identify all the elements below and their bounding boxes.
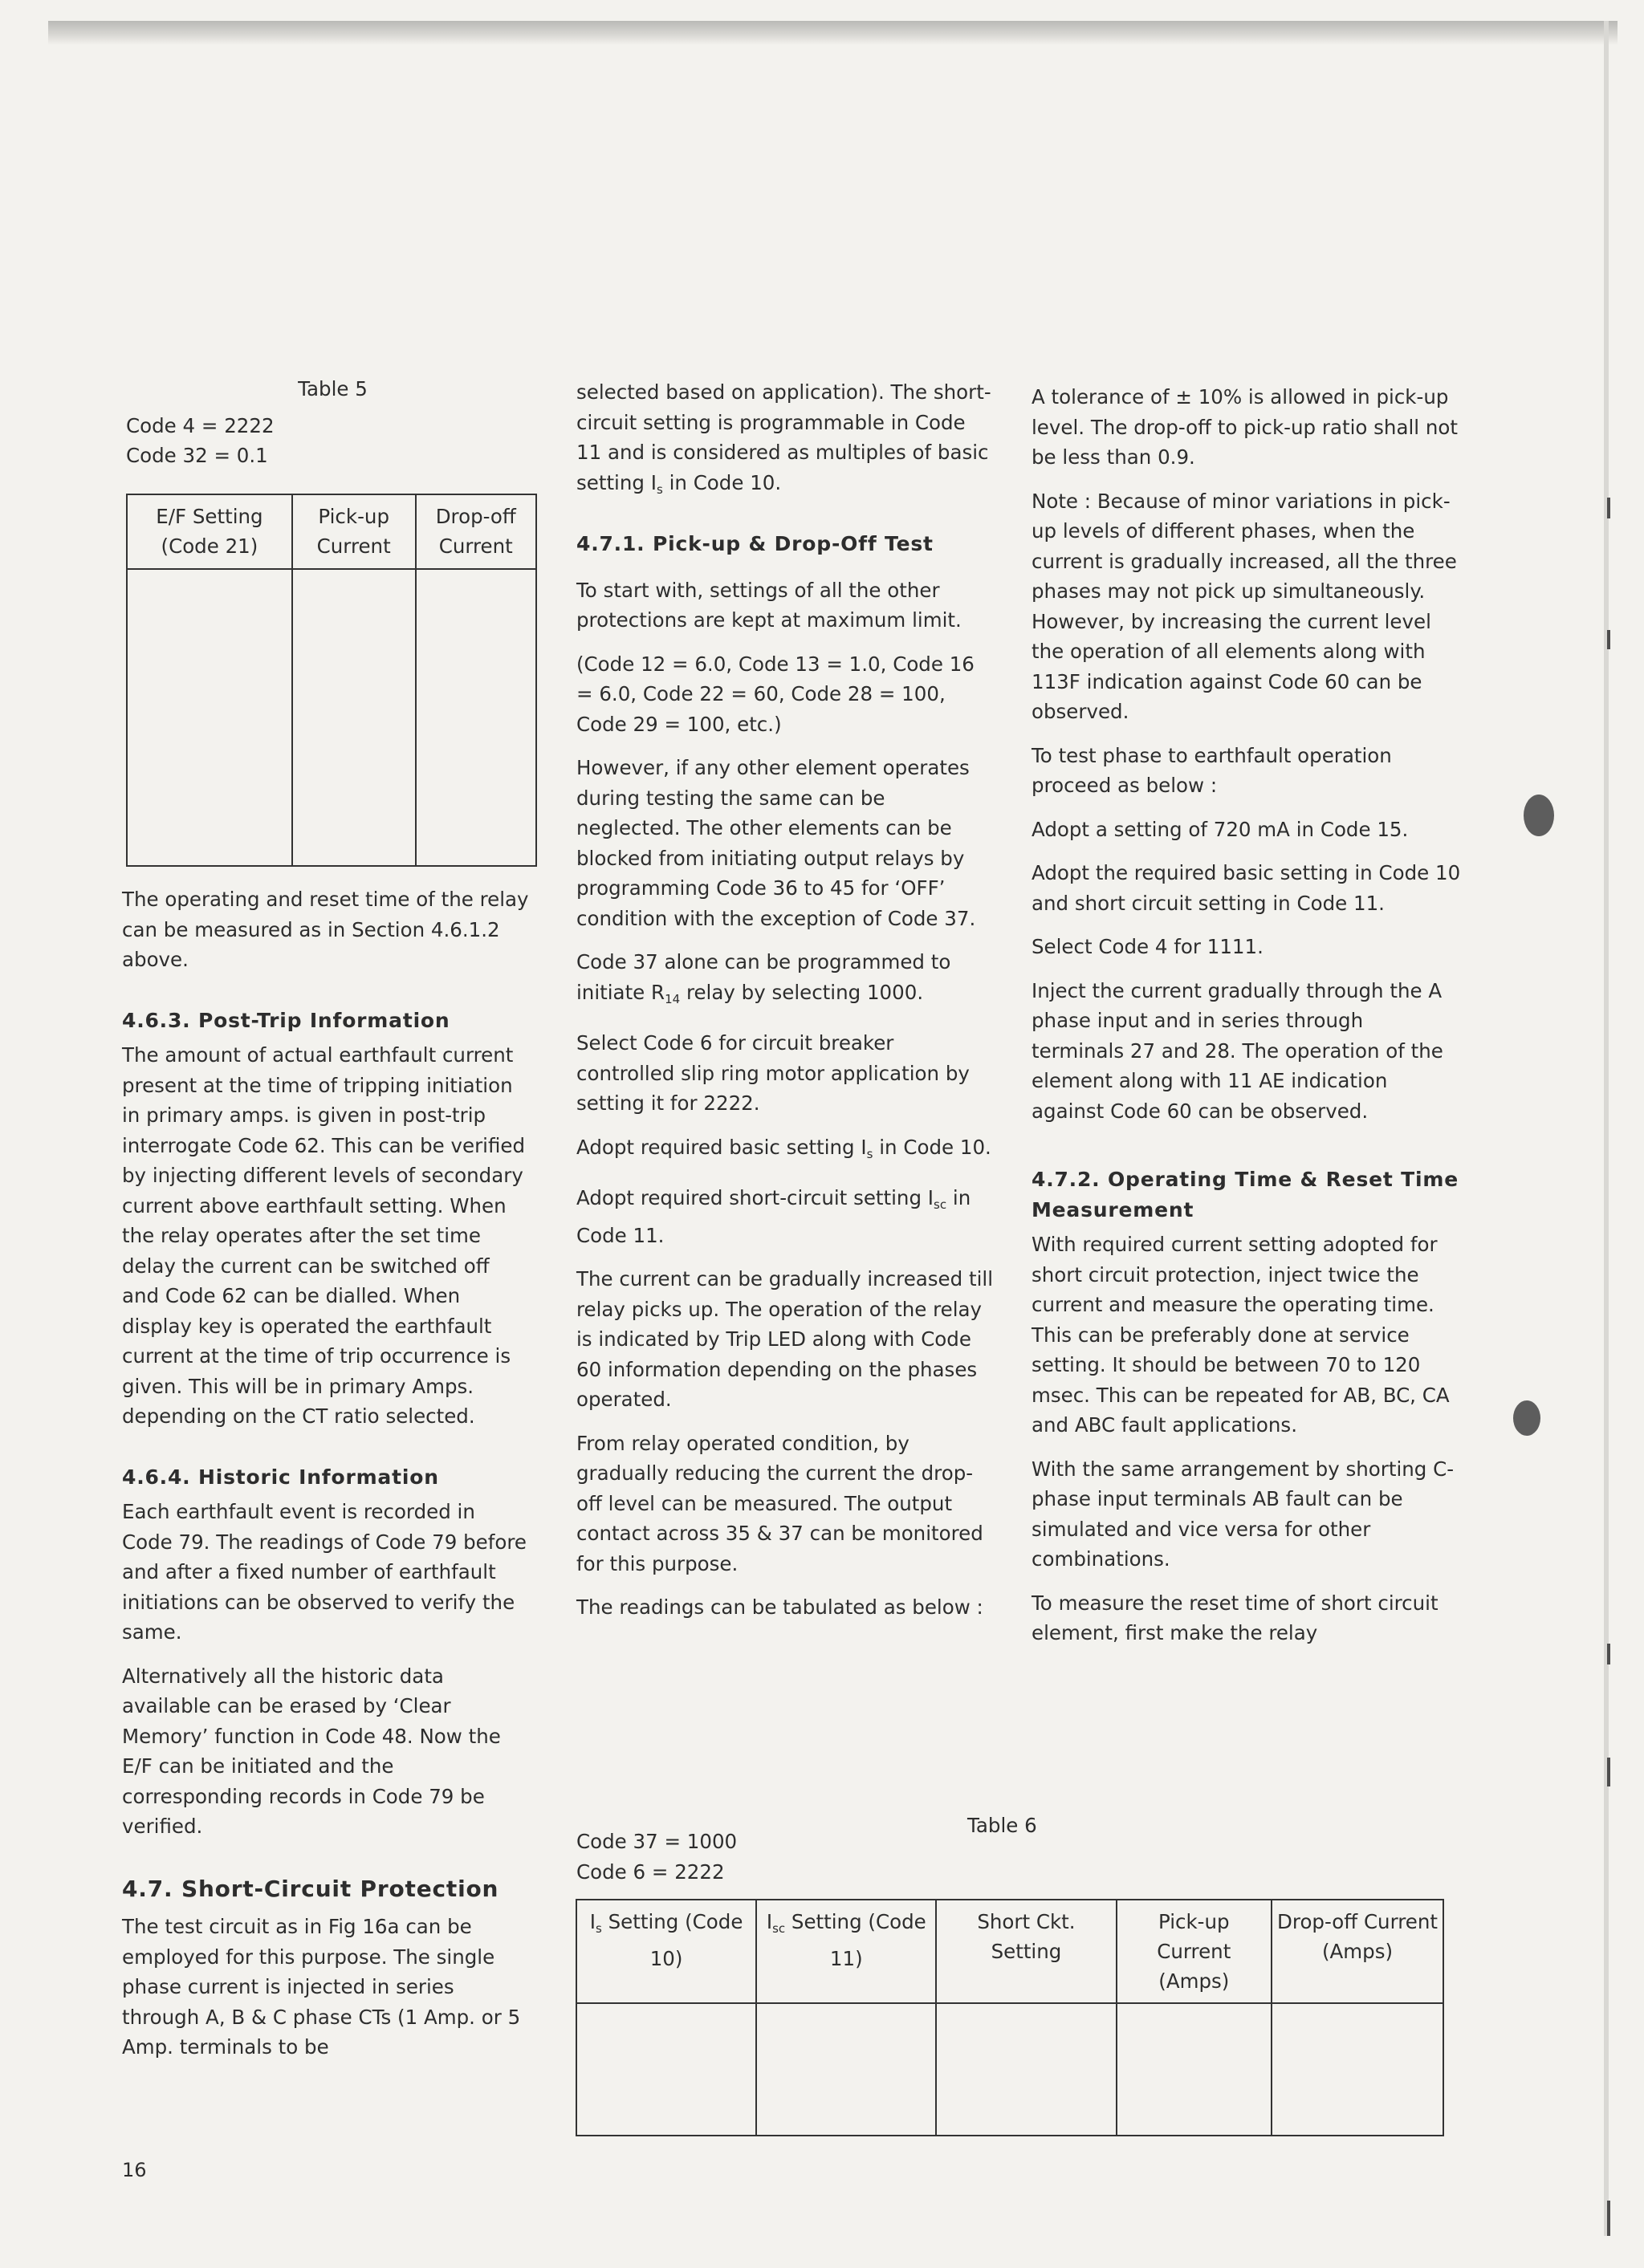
table-cell: [1117, 2003, 1272, 2136]
subscript: sc: [772, 1921, 786, 1936]
paragraph: (Code 12 = 6.0, Code 13 = 1.0, Code 16 = 6.0, Code 22 = 60, Code 28 = 100, Code 29 = 100, etc.): [576, 652, 975, 736]
table-cell: [292, 569, 416, 866]
table-cell: [416, 569, 537, 866]
table6: [576, 1899, 1444, 2136]
paragraph: [576, 377, 994, 505]
paragraph: However, if any other element operates during testing the same can be neglected. The other elements can be blocked from initiating output relays by programming Code 36 to 45 for ‘OFF’ condition with the exception of Code 37.: [576, 756, 976, 930]
paragraph: The amount of actual earthfault current present at the time of tripping initiation in primary amps. is given in post-trip interrogate Code 62. This can be verified by injecting different levels of secondary current above earthfault setting. When the relay operates after the set time delay the current can be switched off and Code 62 can be dialled. When display key is operated the earthfault current at the time of trip occurrence is given. This will be in primary Amps. depending on the CT ratio selected.: [122, 1043, 526, 1428]
section-heading: 4.7.1. Pick-up & Drop-Off Test: [576, 532, 934, 555]
text-run: in Code 11.: [576, 1186, 971, 1247]
paragraph: With the same arrangement by shorting C-phase input terminals AB fault can be simulated and vice versa for other combinations.: [1032, 1457, 1455, 1571]
middle-column: [576, 377, 994, 1623]
right-column: [1032, 382, 1461, 1648]
table-cell: [127, 569, 292, 866]
scan-edge-right: [1604, 21, 1609, 2236]
table-header-cell: Short Ckt. Setting: [936, 1900, 1116, 2003]
table5-setting: Code 32 = 0.1: [126, 444, 268, 467]
paragraph: Select Code 6 for circuit breaker controlled slip ring motor application by setting it for 2222.: [576, 1031, 970, 1115]
table-cell: [1272, 2003, 1443, 2136]
text-run: in Code 10.: [873, 1135, 991, 1159]
margin-mark: [1607, 630, 1610, 649]
left-column-text: [122, 884, 531, 2063]
table-header-cell: Drop-off Current: [416, 494, 537, 569]
subscript: s: [866, 1146, 873, 1161]
text-run: Adopt required short-circuit setting I: [576, 1186, 934, 1209]
paragraph: Alternatively all the historic data available can be erased by ‘Clear Memory’ function in Code 48. Now the E/F can be initiated and the corresponding records in Code 79 be verified.: [122, 1664, 501, 1838]
paragraph: The test circuit as in Fig 16a can be employed for this purpose. The single phase current is injected in series through A, B & C phase CTs (1 Amp. or 5 Amp. terminals to be: [122, 1915, 521, 2059]
table-cell: [936, 2003, 1116, 2136]
text-run: Setting (Code 11): [785, 1910, 926, 1970]
paragraph: The readings can be tabulated as below :: [576, 1595, 983, 1619]
paragraph: To measure the reset time of short circuit element, first make the relay: [1032, 1591, 1438, 1644]
paragraph: Note : Because of minor variations in pick-up levels of different phases, when the current is gradually increased, all the three phases may not pick up simultaneously. However, by increasing the current level the operation of all elements along with 113F indication against Code 60 can be observed.: [1032, 489, 1457, 723]
binding-hole-mark: [1524, 795, 1554, 836]
margin-mark: [1607, 1644, 1610, 1664]
table5-caption: Table 5: [298, 377, 368, 400]
scan-shadow-top: [48, 21, 1618, 45]
text-run: Adopt required basic setting I: [576, 1135, 867, 1159]
page-number: 16: [122, 2159, 147, 2181]
table6-caption: Table 6: [967, 1814, 1037, 1837]
subscript: sc: [934, 1197, 947, 1212]
table-header-cell: Pick-up Current (Amps): [1117, 1900, 1272, 2003]
table6-settings: [576, 1827, 737, 1887]
margin-mark: [1607, 498, 1610, 518]
paragraph: The current can be gradually increased till relay picks up. The operation of the relay is indicated by Trip LED along with Code 60 information depending on the phases operated.: [576, 1267, 993, 1411]
table-cell: [756, 2003, 936, 2136]
subscript: 14: [665, 991, 681, 1006]
section-heading: 4.6.3. Post-Trip Information: [122, 1008, 450, 1032]
table5: [126, 494, 537, 867]
text-run: Code 37 alone can be programmed to initiate R: [576, 950, 951, 1004]
text-run: I: [766, 1910, 773, 1933]
paragraph: A tolerance of ± 10% is allowed in pick-up level. The drop-off to pick-up ratio shall not be less than 0.9.: [1032, 385, 1458, 469]
paragraph: [576, 1132, 994, 1170]
paragraph: Adopt a setting of 720 mA in Code 15.: [1032, 817, 1409, 841]
text-run: in Code 10.: [662, 470, 782, 494]
table-header-row: [127, 494, 536, 569]
paragraph: Each earthfault event is recorded in Code 79. The readings of Code 79 before and after a fixed number of earthfault initiations can be observed to verify the same.: [122, 1500, 527, 1644]
table-header-cell: Drop-off Current (Amps): [1272, 1900, 1443, 2003]
subscript: s: [596, 1921, 602, 1936]
table-header-row: [576, 1900, 1443, 2003]
paragraph: The operating and reset time of the relay can be measured as in Section 4.6.1.2 above.: [122, 888, 529, 971]
table5-setting: Code 4 = 2222: [126, 413, 275, 437]
table-header-cell: [576, 1900, 756, 2003]
table-header-cell: Pick-up Current: [292, 494, 416, 569]
section-heading: 4.7.2. Operating Time & Reset Time Measurement: [1032, 1168, 1459, 1221]
table-header-cell: E/F Setting (Code 21): [127, 494, 292, 569]
paragraph: [576, 1183, 994, 1250]
paragraph: [576, 947, 994, 1014]
margin-mark: [1607, 2201, 1610, 2236]
paragraph: To test phase to earthfault operation proceed as below :: [1032, 743, 1392, 797]
binding-hole-mark: [1513, 1400, 1540, 1436]
left-column: [122, 374, 531, 471]
section-heading: 4.6.4. Historic Information: [122, 1465, 439, 1489]
paragraph: Select Code 4 for 1111.: [1032, 935, 1264, 958]
section-heading: 4.7. Short-Circuit Protection: [122, 1875, 499, 1902]
subscript: s: [656, 482, 663, 497]
paragraph: Adopt the required basic setting in Code 10 and short circuit setting in Code 11.: [1032, 861, 1461, 915]
table6-setting: Code 37 = 1000: [576, 1830, 738, 1853]
table-cell: [576, 2003, 756, 2136]
table-empty-row: [576, 2003, 1443, 2136]
text-run: I: [589, 1910, 596, 1933]
paragraph: From relay operated condition, by gradually reducing the current the drop-off level can be measured. The output contact across 35 & 37 can be monitored for this purpose.: [576, 1431, 983, 1575]
text-run: selected based on application). The short-circuit setting is programmable in Code 11 and is considered as multiples of basic setting I: [576, 380, 991, 494]
margin-mark: [1607, 1758, 1610, 1786]
table-header-cell: [756, 1900, 936, 2003]
paragraph: Inject the current gradually through the A phase input and in series through terminals 27 and 28. The operation of the element along with 11 AE indication against Code 60 can be observed.: [1032, 978, 1443, 1123]
table-empty-row: [127, 569, 536, 866]
text-run: relay by selecting 1000.: [680, 980, 924, 1004]
table6-setting: Code 6 = 2222: [576, 1860, 725, 1884]
paragraph: To start with, settings of all the other protections are kept at maximum limit.: [576, 578, 962, 632]
text-run: Setting (Code 10): [601, 1910, 743, 1970]
paragraph: With required current setting adopted for short circuit protection, inject twice the current and measure the operating time. This can be preferably done at service setting. It should be between 70 to 120 msec. This can be repeated for AB, BC, CA and ABC fault applications.: [1032, 1233, 1450, 1437]
